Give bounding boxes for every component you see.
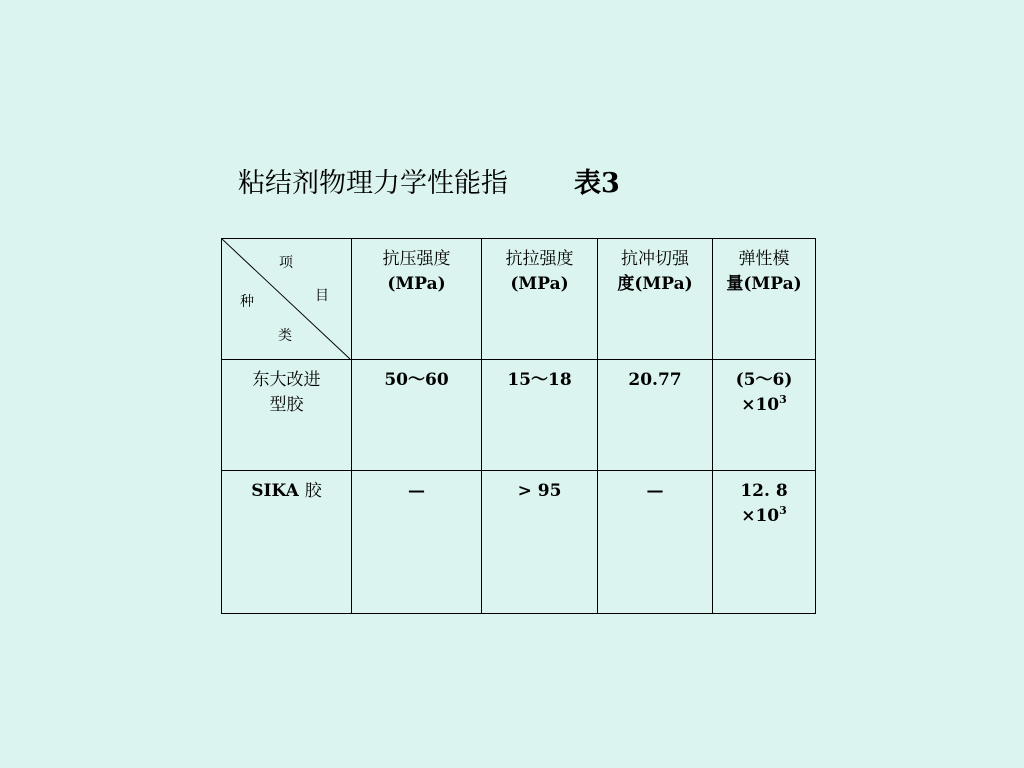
tensile-cell: > 95 <box>482 471 598 614</box>
row-name-cell: SIKA 胶 <box>222 471 352 614</box>
header-row <box>222 239 816 360</box>
properties-table <box>221 238 816 614</box>
tensile-cell: 15～18 <box>482 360 598 471</box>
punching-cell: 20.77 <box>598 360 713 471</box>
slide-title <box>238 166 620 202</box>
modulus-cell: (5～6) $\times 10^3$ <box>713 360 816 471</box>
header-tensile: 抗拉强度 (MPa) <box>482 239 598 360</box>
corner-label-top: 项 <box>279 255 293 271</box>
table-row <box>222 360 816 471</box>
header-punching: 抗冲切强 度(MPa) <box>598 239 713 360</box>
header-modulus: 弹性模 量(MPa) <box>713 239 816 360</box>
punching-cell: — <box>598 471 713 614</box>
corner-header-cell <box>222 239 352 360</box>
corner-label-right: 目 <box>315 288 329 304</box>
row-name-cell: 东大改进 型胶 <box>222 360 352 471</box>
corner-label-bottom: 类 <box>278 328 292 344</box>
compressive-cell: — <box>352 471 482 614</box>
title-text: 粘结剂物理力学性能指 <box>238 168 508 199</box>
table-number: 表3 <box>574 168 620 199</box>
header-compressive: 抗压强度 (MPa) <box>352 239 482 360</box>
corner-label-left: 种 <box>240 294 254 310</box>
modulus-cell: 12. 8 $\times 10^3$ <box>713 471 816 614</box>
compressive-cell: 50～60 <box>352 360 482 471</box>
table-row <box>222 471 816 614</box>
